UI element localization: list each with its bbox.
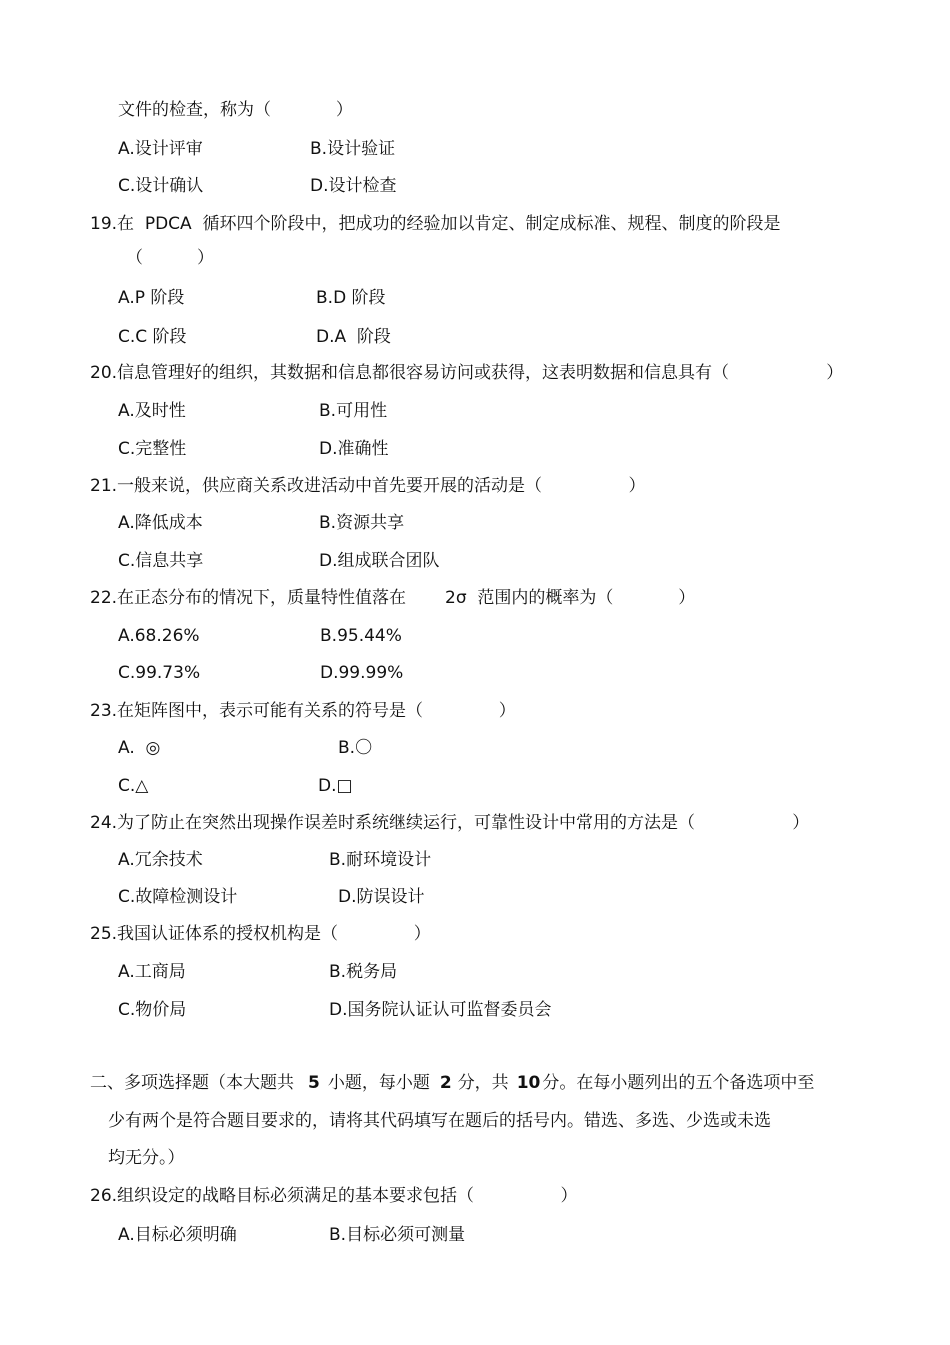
section-2-points-each: 2 [439,1073,452,1093]
section-2-heading-part: 小题，每小题 [327,1073,430,1093]
question-19-option-d: D.A 阶段 [316,327,391,347]
question-23-option-a: A. ◎ [118,738,161,758]
question-18-stem: 文件的检查，称为（ ） [118,100,353,120]
question-18-option-c: C.设计确认 [118,176,204,196]
question-23-option-d: D.□ [318,776,353,796]
question-23-option-c: C.△ [118,776,149,796]
question-24-option-c: C.故障检测设计 [118,887,238,907]
question-25-stem: 25.我国认证体系的授权机构是（ ） [90,924,431,944]
section-2-heading-part: 分。在每小题列出的五个备选项中至 [542,1073,815,1093]
question-19-option-b: B.D 阶段 [316,288,386,308]
question-23-stem: 23.在矩阵图中，表示可能有关系的符号是（ ） [90,701,516,721]
section-2-heading [90,1072,814,1094]
question-22-option-b: B.95.44% [320,626,402,646]
section-2-heading-part: 分，共 [457,1073,509,1093]
question-20-option-a: A.及时性 [118,401,186,421]
question-26-option-b: B.目标必须可测量 [329,1225,466,1245]
question-25-option-b: B.税务局 [329,962,398,982]
question-21-option-b: B.资源共享 [319,513,405,533]
question-21-option-a: A.降低成本 [118,513,203,533]
question-24-stem: 24.为了防止在突然出现操作误差时系统继续运行，可靠性设计中常用的方法是（ ） [90,813,810,833]
section-2-total-points: 10 [516,1073,541,1093]
question-20-option-c: C.完整性 [118,439,187,459]
question-25-option-c: C.物价局 [118,1000,187,1020]
question-26-option-a: A.目标必须明确 [118,1225,237,1245]
question-19-stem-cont: （ ） [126,248,215,268]
question-24-option-a: A.冗余技术 [118,850,203,870]
question-22-option-c: C.99.73% [118,663,201,683]
question-22-stem-b: 2σ 范围内的概率为（ ） [445,588,696,608]
question-22-option-d: D.99.99% [320,663,404,683]
question-21-stem: 21.一般来说，供应商关系改进活动中首先要开展的活动是（ ） [90,476,646,496]
question-20-option-d: D.准确性 [319,439,389,459]
question-21-option-c: C.信息共享 [118,551,204,571]
question-26-stem: 26.组织设定的战略目标必须满足的基本要求包括（ ） [90,1186,578,1206]
question-21-option-d: D.组成联合团队 [319,551,440,571]
question-25-option-a: A.工商局 [118,962,186,982]
question-18-option-b: B.设计验证 [310,139,396,159]
question-22-option-a: A.68.26% [118,626,200,646]
question-25-option-d: D.国务院认证认可监督委员会 [329,1000,552,1020]
section-2-instructions-cont: 均无分。） [108,1148,185,1168]
question-18-option-a: A.设计评审 [118,139,203,159]
question-24-option-b: B.耐环境设计 [329,850,432,870]
question-19-option-a: A.P 阶段 [118,288,185,308]
section-2-question-count: 5 [308,1073,320,1093]
question-20-option-b: B.可用性 [319,401,388,421]
question-18-option-d: D.设计检查 [310,176,397,196]
question-22-stem: 22.在正态分布的情况下，质量特性值落在 [90,588,407,608]
question-20-stem: 20.信息管理好的组织，其数据和信息都很容易访问或获得，这表明数据和信息具有（ ） [90,363,844,383]
section-2-instructions: 少有两个是符合题目要求的，请将其代码填写在题后的括号内。错选、多选、少选或未选 [108,1111,771,1131]
question-19-stem: 19.在 PDCA 循环四个阶段中，把成功的经验加以肯定、制定成标准、规程、制度的阶段是 [90,214,781,234]
question-23-option-b: B.〇 [338,738,373,758]
section-2-heading-part: 二、多项选择题（本大题共 [90,1073,294,1093]
question-19-option-c: C.C 阶段 [118,327,187,347]
question-24-option-d: D.防误设计 [338,887,425,907]
